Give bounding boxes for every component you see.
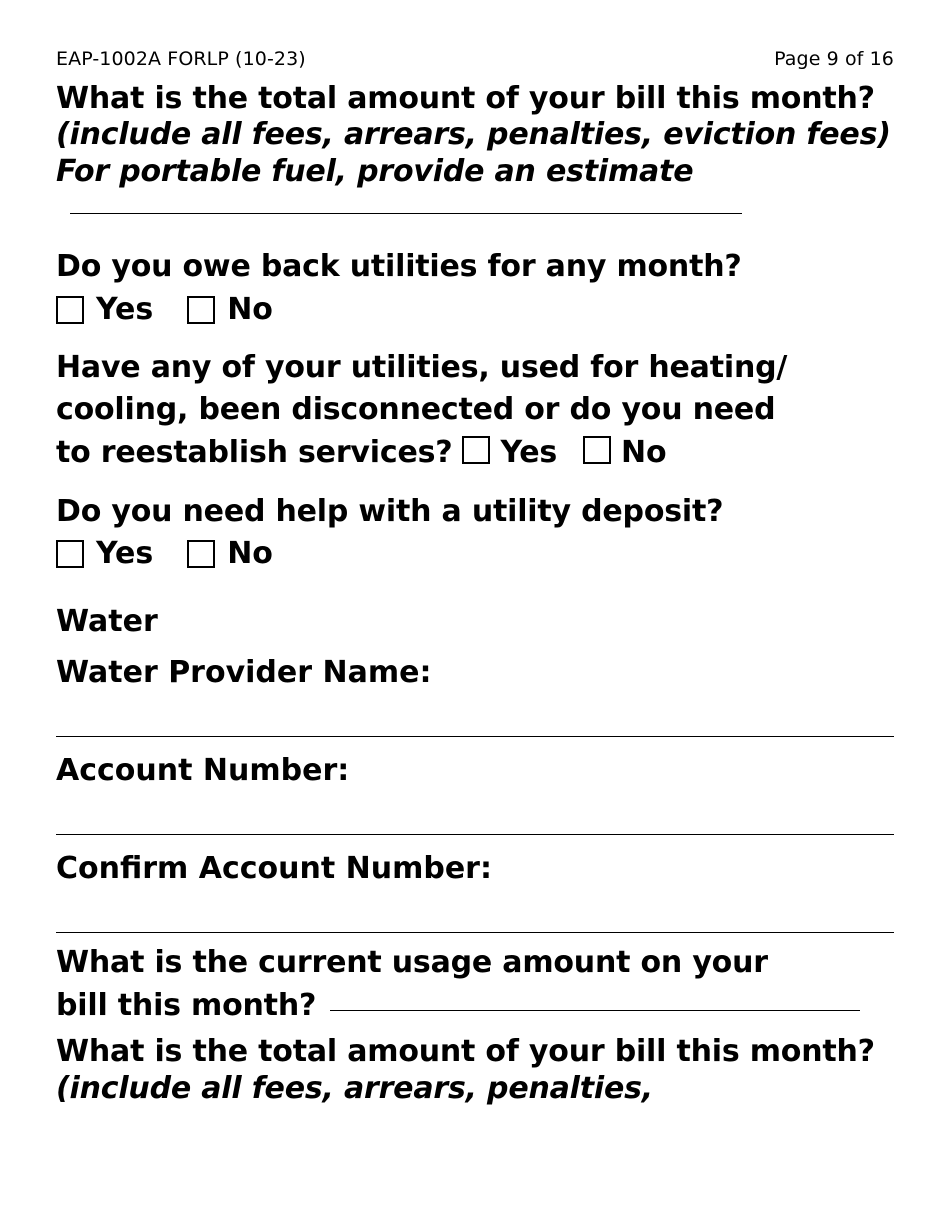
utility-deposit-options [56, 536, 894, 572]
total-bill-amount-input-line[interactable] [70, 213, 742, 214]
form-id-text: EAP-1002A FORLP (10-23) [56, 48, 306, 70]
checkbox-utility-deposit-no[interactable] [187, 540, 215, 568]
question-total-bill-amount-italic: (include all fees, arrears, penalties, eviction fees) For portable fuel, provide an estimate [56, 117, 891, 189]
question-total-bill-amount [56, 81, 894, 227]
checkbox-disconnected-services-yes[interactable] [462, 436, 490, 464]
label-disconnected-services-yes: Yes [500, 434, 558, 470]
question-owe-back-utilities-text: Do you owe back utilities for any month? [56, 249, 742, 285]
checkbox-disconnected-services-no[interactable] [583, 436, 611, 464]
question-owe-back-utilities [56, 249, 894, 328]
question-water-total-bill-italic: (include all fees, arrears, penalties, [56, 1070, 653, 1106]
page-number-text: Page 9 of 16 [774, 48, 894, 70]
label-owe-back-utilities-no: No [227, 291, 273, 327]
question-current-usage-line-1: What is the current usage amount on your [56, 945, 768, 981]
question-utility-deposit [56, 494, 894, 573]
question-total-bill-amount-bold: What is the total amount of your bill this month? [56, 80, 875, 116]
question-disconnected-services-line-3 [56, 435, 894, 472]
page-header [56, 48, 894, 71]
label-disconnected-services-no: No [621, 434, 667, 470]
input-water-provider-name[interactable] [56, 736, 894, 737]
question-utility-deposit-text: Do you need help with a utility deposit? [56, 493, 724, 529]
question-water-total-bill [56, 1034, 894, 1107]
question-water-total-bill-bold: What is the total amount of your bill this month? [56, 1034, 875, 1070]
question-disconnected-services-line-1: Have any of your utilities, used for heating/ [56, 349, 788, 385]
label-confirm-account-number: Confirm Account Number: [56, 851, 492, 887]
checkbox-owe-back-utilities-no[interactable] [187, 296, 215, 324]
label-utility-deposit-yes: Yes [96, 536, 154, 572]
question-disconnected-services-line-3-text: to reestablish services? [56, 434, 453, 470]
question-disconnected-services-line-2: cooling, been disconnected or do you need [56, 392, 776, 428]
checkbox-owe-back-utilities-yes[interactable] [56, 296, 84, 324]
question-current-usage-line-2 [56, 988, 894, 1025]
question-total-bill-amount-text [56, 81, 894, 227]
question-current-usage-line-2-text: bill this month? [56, 987, 317, 1023]
section-heading-water: Water [56, 604, 158, 640]
label-owe-back-utilities-yes: Yes [96, 291, 154, 327]
input-confirm-account-number[interactable] [56, 932, 894, 933]
label-water-provider-name: Water Provider Name: [56, 655, 432, 691]
input-current-usage-amount[interactable] [330, 1010, 860, 1011]
input-account-number[interactable] [56, 834, 894, 835]
question-disconnected-services [56, 350, 894, 472]
label-account-number: Account Number: [56, 753, 350, 789]
owe-back-utilities-options [56, 292, 894, 328]
checkbox-utility-deposit-yes[interactable] [56, 540, 84, 568]
label-utility-deposit-no: No [227, 536, 273, 572]
